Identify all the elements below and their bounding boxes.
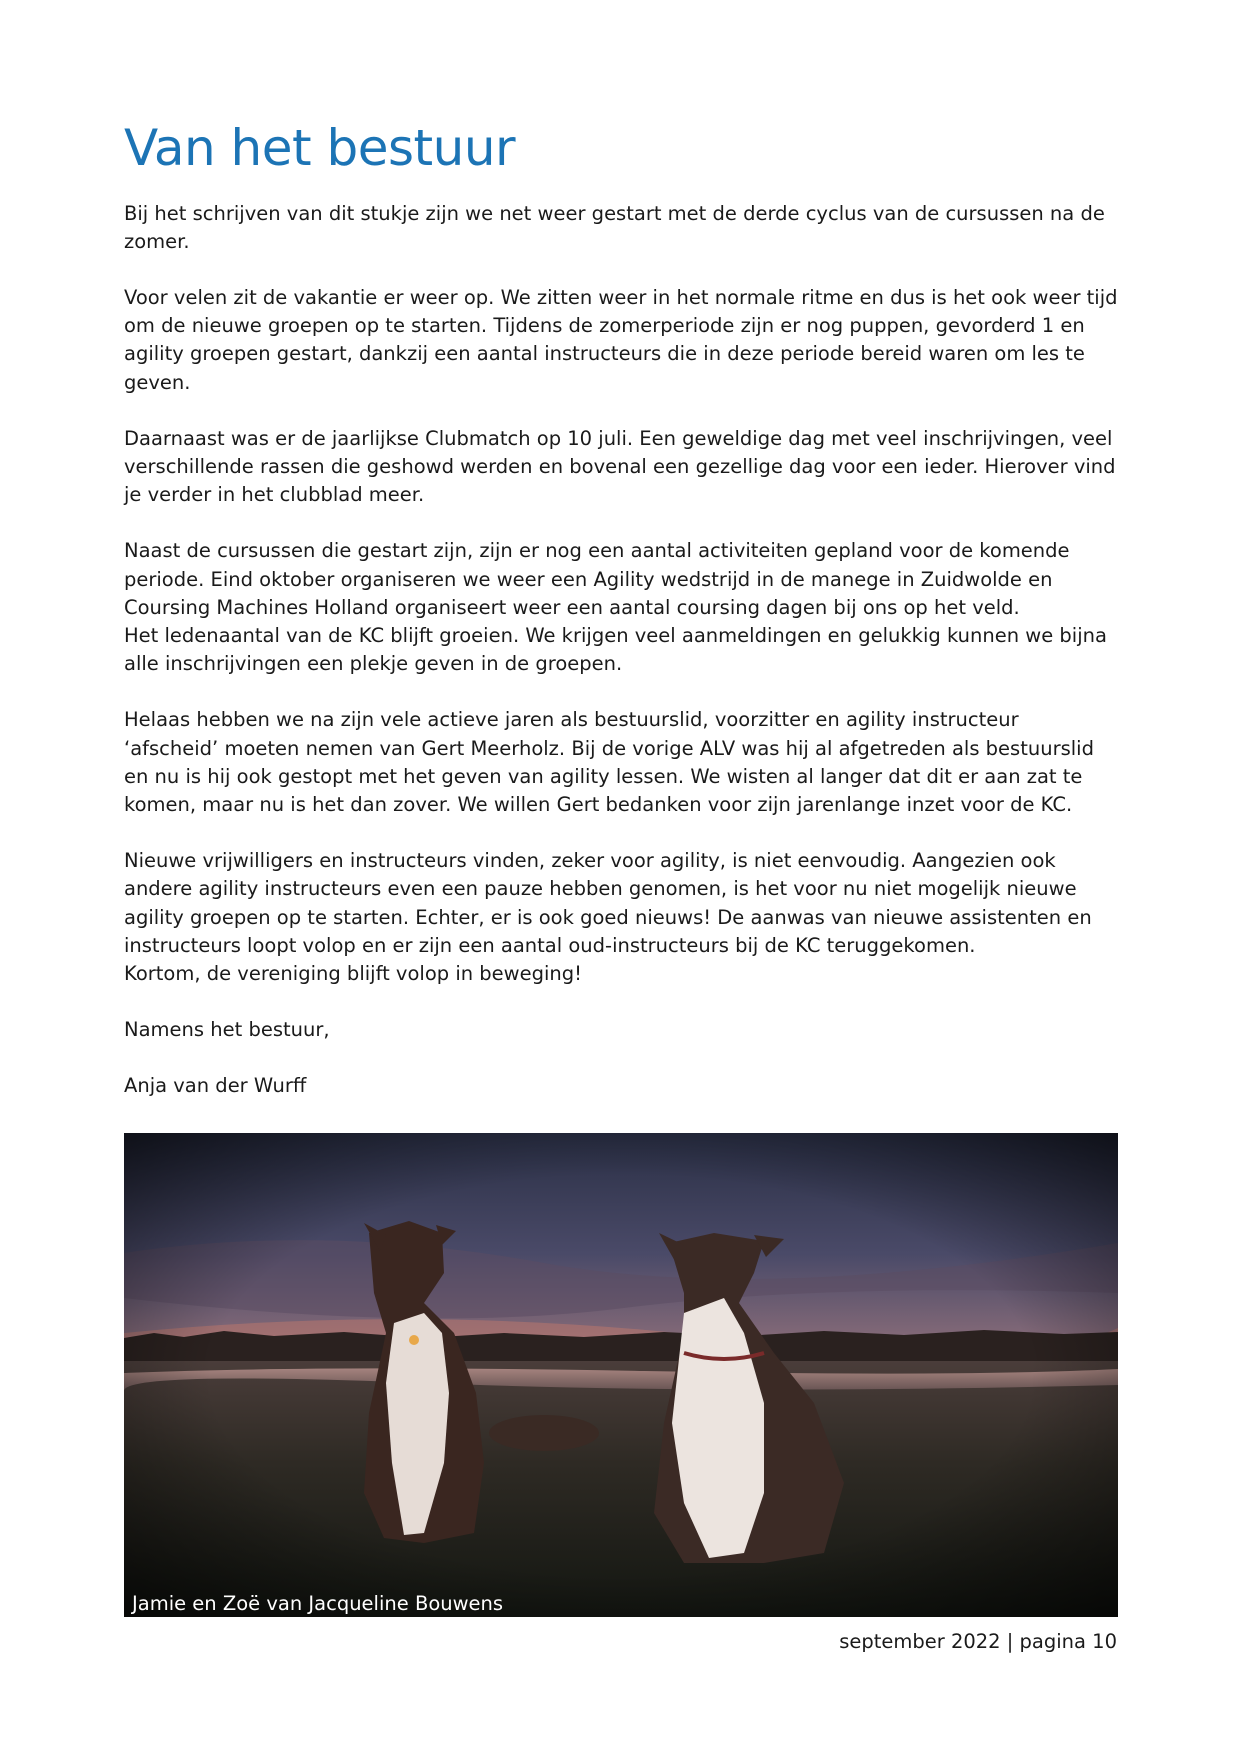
paragraph-clubmatch: Daarnaast was er de jaarlijkse Clubmatch op 10 juli. Een geweldige dag met veel inschrijvingen, veel verschillende rassen die geshowd werden en bovenal een gezellige dag voor een ieder. Hierover vind je verder in het clubblad meer. bbox=[124, 426, 1116, 507]
dogs-sunset-photo bbox=[124, 1133, 1118, 1617]
paragraph-vakantie: Voor velen zit de vakantie er weer op. We zitten weer in het normale ritme en dus is het ook weer tijd om de nieuwe groepen op te starten. Tijdens de zomerperiode zijn er nog puppen, gevorderd 1 en agility groepen gestart, dankzij een aantal instructeurs die in deze periode bereid waren om les te geven. bbox=[124, 285, 1118, 394]
page-title: Van het bestuur bbox=[124, 119, 516, 177]
page-footer: september 2022 | pagina 10 bbox=[839, 1630, 1117, 1653]
photo-caption: Jamie en Zoë van Jacqueline Bouwens bbox=[132, 1592, 504, 1615]
closing-line: Namens het bestuur, bbox=[124, 1018, 330, 1042]
article bbox=[124, 120, 1118, 1129]
signature: Anja van der Wurff bbox=[124, 1074, 307, 1098]
paragraph-vrijwilligers: Nieuwe vrijwilligers en instructeurs vinden, zeker voor agility, is niet eenvoudig. Aangezien ook andere agility instructeurs even een pauze hebben genomen, is het voor nu niet mogelijk nieuwe agility groepen op te starten. Echter, er is ook goed nieuws! De aanwas van nieuwe assistenten en instructeurs loopt volop en er zijn een aantal oud-instructeurs bij de KC teruggekomen. Kortom, de vereniging blijft volop in beweging! bbox=[124, 849, 1092, 985]
paragraph-activiteiten: Naast de cursussen die gestart zijn, zijn er nog een aantal activiteiten gepland voor de komende periode. Eind oktober organiseren we weer een Agility wedstrijd in de manege in Zuidwolde en Coursing Machines Holland organiseert weer een aantal coursing dagen bij ons op het veld. Het ledenaantal van de KC blijft groeien. We krijgen veel aanmeldingen en gelukkig kunnen we bijna alle inschrijvingen een plekje geven in de groepen. bbox=[124, 539, 1107, 676]
photo-illustration bbox=[124, 1133, 1118, 1617]
paragraph-intro: Bij het schrijven van dit stukje zijn we net weer gestart met de derde cyclus van de cursussen na de zomer. bbox=[124, 201, 1105, 253]
paragraph-afscheid: Helaas hebben we na zijn vele actieve jaren als bestuurslid, voorzitter en agility instructeur ‘afscheid’ moeten nemen van Gert Meerholz. Bij de vorige ALV was hij al afgetreden als bestuurslid en nu is hij ook gestopt met het geven van agility lessen. We wisten al langer dat dit er aan zat te komen, maar nu is het dan zover. We willen Gert bedanken voor zijn jarenlange inzet voor de KC. bbox=[124, 708, 1094, 816]
